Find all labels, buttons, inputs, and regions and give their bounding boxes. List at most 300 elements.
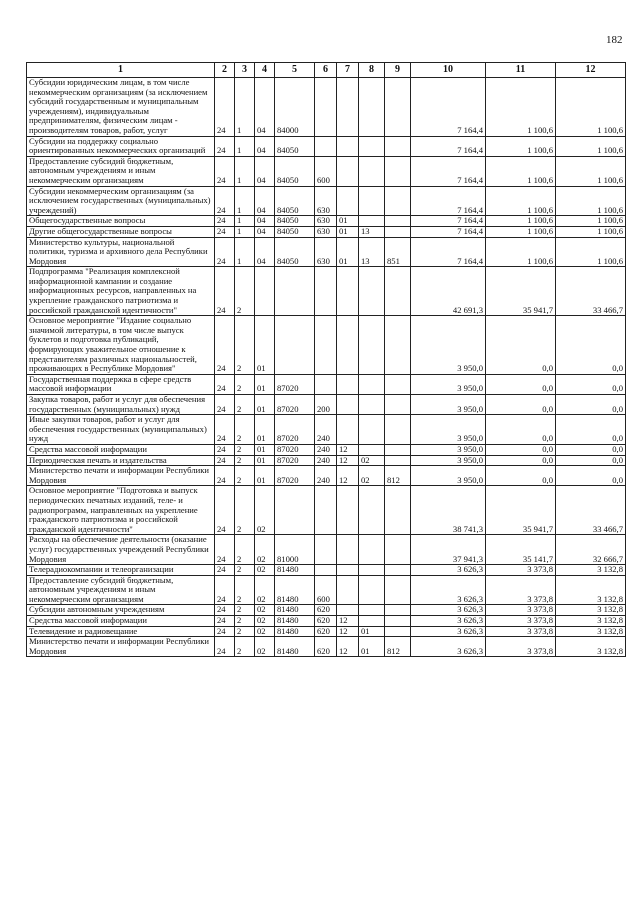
amount-cell: 35 941,7 xyxy=(486,486,556,535)
code-cell xyxy=(315,267,337,316)
amount-cell: 33 466,7 xyxy=(556,267,626,316)
amount-cell: 0,0 xyxy=(486,395,556,415)
amount-cell: 3 950,0 xyxy=(411,444,486,455)
code-cell xyxy=(385,455,411,466)
code-cell: 02 xyxy=(255,565,275,576)
header-row xyxy=(27,63,626,78)
code-cell xyxy=(315,374,337,394)
amount-cell: 3 626,3 xyxy=(411,637,486,657)
table-row xyxy=(27,535,626,565)
code-cell: 01 xyxy=(255,466,275,486)
code-cell: 81480 xyxy=(275,626,315,637)
code-cell xyxy=(359,575,385,605)
code-cell: 1 xyxy=(235,226,255,237)
amount-cell: 3 132,8 xyxy=(556,616,626,627)
code-cell xyxy=(359,415,385,445)
row-label: Государственная поддержка в сфере средств массовой информации xyxy=(27,374,215,394)
code-cell xyxy=(385,565,411,576)
code-cell: 2 xyxy=(235,455,255,466)
code-cell: 24 xyxy=(215,455,235,466)
row-label: Средства массовой информации xyxy=(27,616,215,627)
code-cell: 01 xyxy=(255,316,275,375)
table-row xyxy=(27,374,626,394)
code-cell: 24 xyxy=(215,226,235,237)
table-row xyxy=(27,415,626,445)
table-row xyxy=(27,78,626,137)
budget-table xyxy=(26,62,626,657)
code-cell xyxy=(359,605,385,616)
amount-cell: 3 950,0 xyxy=(411,466,486,486)
code-cell: 2 xyxy=(235,486,255,535)
code-cell xyxy=(359,136,385,156)
amount-cell: 7 164,4 xyxy=(411,156,486,186)
column-header: 11 xyxy=(486,63,556,78)
code-cell xyxy=(275,486,315,535)
code-cell: 2 xyxy=(235,605,255,616)
code-cell: 240 xyxy=(315,444,337,455)
code-cell: 01 xyxy=(337,216,359,227)
row-label: Иные закупки товаров, работ и услуг для обеспечения государственных (муниципальных) нужд xyxy=(27,415,215,445)
row-label: Основное мероприятие "Подготовка и выпуск периодических печатных изданий, теле- и радиопрограмм, направленных на укрепление гражданского патриотизма и российской гражданской идентичности" xyxy=(27,486,215,535)
code-cell xyxy=(337,395,359,415)
code-cell xyxy=(359,216,385,227)
table-row xyxy=(27,565,626,576)
code-cell: 02 xyxy=(255,616,275,627)
code-cell: 200 xyxy=(315,395,337,415)
code-cell: 1 xyxy=(235,186,255,216)
amount-cell: 0,0 xyxy=(556,316,626,375)
code-cell: 24 xyxy=(215,444,235,455)
amount-cell: 1 100,6 xyxy=(486,186,556,216)
code-cell: 630 xyxy=(315,186,337,216)
code-cell: 04 xyxy=(255,136,275,156)
code-cell xyxy=(255,267,275,316)
amount-cell: 35 141,7 xyxy=(486,535,556,565)
table-row xyxy=(27,605,626,616)
amount-cell: 0,0 xyxy=(556,444,626,455)
code-cell: 851 xyxy=(385,237,411,267)
amount-cell: 1 100,6 xyxy=(556,78,626,137)
amount-cell: 3 373,8 xyxy=(486,637,556,657)
amount-cell: 0,0 xyxy=(486,374,556,394)
code-cell: 24 xyxy=(215,395,235,415)
amount-cell: 3 132,8 xyxy=(556,565,626,576)
code-cell: 87020 xyxy=(275,455,315,466)
code-cell: 620 xyxy=(315,605,337,616)
code-cell: 2 xyxy=(235,575,255,605)
code-cell: 01 xyxy=(359,626,385,637)
page-number: 182 xyxy=(606,34,623,46)
code-cell xyxy=(385,136,411,156)
amount-cell: 7 164,4 xyxy=(411,186,486,216)
column-header: 4 xyxy=(255,63,275,78)
code-cell xyxy=(337,78,359,137)
code-cell: 1 xyxy=(235,78,255,137)
code-cell xyxy=(337,316,359,375)
code-cell: 24 xyxy=(215,136,235,156)
code-cell: 240 xyxy=(315,455,337,466)
code-cell: 02 xyxy=(255,486,275,535)
code-cell xyxy=(315,535,337,565)
code-cell: 12 xyxy=(337,626,359,637)
code-cell: 24 xyxy=(215,78,235,137)
code-cell xyxy=(359,186,385,216)
row-label: Субсидии автономным учреждениям xyxy=(27,605,215,616)
code-cell: 04 xyxy=(255,78,275,137)
code-cell xyxy=(385,216,411,227)
code-cell: 13 xyxy=(359,237,385,267)
code-cell xyxy=(315,486,337,535)
amount-cell: 1 100,6 xyxy=(556,136,626,156)
table-row xyxy=(27,466,626,486)
code-cell xyxy=(337,605,359,616)
code-cell: 24 xyxy=(215,216,235,227)
code-cell: 2 xyxy=(235,466,255,486)
row-label: Расходы на обеспечение деятельности (оказание услуг) государственных учреждений Республики Мордовия xyxy=(27,535,215,565)
amount-cell: 3 626,3 xyxy=(411,605,486,616)
code-cell xyxy=(359,565,385,576)
amount-cell: 1 100,6 xyxy=(486,226,556,237)
code-cell xyxy=(385,374,411,394)
code-cell: 84050 xyxy=(275,226,315,237)
code-cell: 01 xyxy=(337,226,359,237)
code-cell: 02 xyxy=(255,575,275,605)
table-row xyxy=(27,316,626,375)
amount-cell: 38 741,3 xyxy=(411,486,486,535)
code-cell xyxy=(359,78,385,137)
amount-cell: 0,0 xyxy=(556,374,626,394)
table-row xyxy=(27,156,626,186)
code-cell: 630 xyxy=(315,226,337,237)
code-cell xyxy=(275,267,315,316)
table-row xyxy=(27,486,626,535)
code-cell: 04 xyxy=(255,226,275,237)
code-cell xyxy=(337,486,359,535)
code-cell: 2 xyxy=(235,267,255,316)
amount-cell: 3 950,0 xyxy=(411,455,486,466)
code-cell: 812 xyxy=(385,466,411,486)
code-cell: 02 xyxy=(255,535,275,565)
amount-cell: 0,0 xyxy=(486,455,556,466)
code-cell xyxy=(385,444,411,455)
amount-cell: 3 132,8 xyxy=(556,637,626,657)
code-cell: 600 xyxy=(315,156,337,186)
amount-cell: 1 100,6 xyxy=(486,216,556,227)
amount-cell: 3 132,8 xyxy=(556,626,626,637)
column-header: 12 xyxy=(556,63,626,78)
table-row xyxy=(27,575,626,605)
code-cell: 02 xyxy=(359,466,385,486)
code-cell: 2 xyxy=(235,535,255,565)
row-label: Периодическая печать и издательства xyxy=(27,455,215,466)
code-cell: 84000 xyxy=(275,78,315,137)
amount-cell: 3 950,0 xyxy=(411,374,486,394)
code-cell: 630 xyxy=(315,216,337,227)
table-row xyxy=(27,216,626,227)
code-cell: 240 xyxy=(315,466,337,486)
code-cell: 620 xyxy=(315,616,337,627)
table-row xyxy=(27,626,626,637)
amount-cell: 3 373,8 xyxy=(486,565,556,576)
code-cell xyxy=(315,136,337,156)
code-cell: 01 xyxy=(337,237,359,267)
code-cell: 12 xyxy=(337,466,359,486)
amount-cell: 3 950,0 xyxy=(411,395,486,415)
code-cell xyxy=(337,535,359,565)
code-cell xyxy=(385,395,411,415)
code-cell: 12 xyxy=(337,616,359,627)
code-cell: 01 xyxy=(255,415,275,445)
code-cell: 87020 xyxy=(275,444,315,455)
code-cell: 04 xyxy=(255,186,275,216)
column-header: 6 xyxy=(315,63,337,78)
code-cell xyxy=(337,374,359,394)
amount-cell: 0,0 xyxy=(556,466,626,486)
row-label: Подпрограмма "Реализация комплексной информационной кампании и создание информационных ресурсов, направленных на укрепление гражданского патриотизма и российской гражданской идентичности" xyxy=(27,267,215,316)
code-cell: 02 xyxy=(255,626,275,637)
code-cell: 2 xyxy=(235,637,255,657)
code-cell: 87020 xyxy=(275,395,315,415)
code-cell: 812 xyxy=(385,637,411,657)
code-cell: 01 xyxy=(255,374,275,394)
amount-cell: 0,0 xyxy=(486,444,556,455)
code-cell: 2 xyxy=(235,415,255,445)
code-cell: 24 xyxy=(215,535,235,565)
amount-cell: 1 100,6 xyxy=(486,156,556,186)
row-label: Министерство культуры, национальной политики, туризма и архивного дела Республики Мордовия xyxy=(27,237,215,267)
code-cell: 24 xyxy=(215,316,235,375)
column-header: 8 xyxy=(359,63,385,78)
table-row xyxy=(27,395,626,415)
code-cell: 04 xyxy=(255,237,275,267)
amount-cell: 0,0 xyxy=(556,415,626,445)
table-row xyxy=(27,267,626,316)
code-cell xyxy=(337,136,359,156)
code-cell xyxy=(385,616,411,627)
code-cell: 81480 xyxy=(275,616,315,627)
code-cell: 84050 xyxy=(275,156,315,186)
code-cell xyxy=(385,535,411,565)
amount-cell: 42 691,3 xyxy=(411,267,486,316)
code-cell: 04 xyxy=(255,216,275,227)
amount-cell: 0,0 xyxy=(556,455,626,466)
code-cell xyxy=(385,226,411,237)
code-cell xyxy=(337,415,359,445)
code-cell: 02 xyxy=(255,605,275,616)
code-cell: 1 xyxy=(235,216,255,227)
amount-cell: 32 666,7 xyxy=(556,535,626,565)
code-cell xyxy=(385,605,411,616)
code-cell: 01 xyxy=(359,637,385,657)
amount-cell: 3 373,8 xyxy=(486,605,556,616)
code-cell: 24 xyxy=(215,616,235,627)
code-cell: 2 xyxy=(235,444,255,455)
table-row xyxy=(27,186,626,216)
amount-cell: 1 100,6 xyxy=(486,78,556,137)
code-cell: 2 xyxy=(235,374,255,394)
amount-cell: 7 164,4 xyxy=(411,136,486,156)
code-cell xyxy=(385,415,411,445)
column-header: 1 xyxy=(27,63,215,78)
code-cell: 84050 xyxy=(275,216,315,227)
code-cell xyxy=(385,626,411,637)
table-row xyxy=(27,226,626,237)
code-cell: 81480 xyxy=(275,637,315,657)
code-cell xyxy=(359,616,385,627)
amount-cell: 3 950,0 xyxy=(411,415,486,445)
table-body xyxy=(27,78,626,657)
amount-cell: 7 164,4 xyxy=(411,78,486,137)
amount-cell: 3 373,8 xyxy=(486,626,556,637)
code-cell: 24 xyxy=(215,186,235,216)
code-cell xyxy=(359,444,385,455)
code-cell: 81480 xyxy=(275,575,315,605)
table-row xyxy=(27,136,626,156)
code-cell: 620 xyxy=(315,637,337,657)
code-cell xyxy=(385,316,411,375)
code-cell xyxy=(385,186,411,216)
code-cell xyxy=(275,316,315,375)
code-cell: 84050 xyxy=(275,186,315,216)
code-cell: 81480 xyxy=(275,565,315,576)
code-cell: 24 xyxy=(215,605,235,616)
row-label: Общегосударственные вопросы xyxy=(27,216,215,227)
code-cell: 24 xyxy=(215,156,235,186)
amount-cell: 3 132,8 xyxy=(556,605,626,616)
table-row xyxy=(27,616,626,627)
code-cell xyxy=(337,186,359,216)
code-cell xyxy=(337,267,359,316)
code-cell: 2 xyxy=(235,626,255,637)
code-cell xyxy=(337,565,359,576)
code-cell xyxy=(337,156,359,186)
code-cell xyxy=(359,395,385,415)
code-cell: 01 xyxy=(255,455,275,466)
amount-cell: 0,0 xyxy=(486,415,556,445)
code-cell xyxy=(385,78,411,137)
code-cell: 24 xyxy=(215,267,235,316)
code-cell xyxy=(385,575,411,605)
code-cell: 12 xyxy=(337,637,359,657)
column-header: 9 xyxy=(385,63,411,78)
code-cell: 04 xyxy=(255,156,275,186)
row-label: Предоставление субсидий бюджетным, автономным учреждениям и иным некоммерческим организациям xyxy=(27,156,215,186)
amount-cell: 3 373,8 xyxy=(486,575,556,605)
row-label: Телевидение и радиовещание xyxy=(27,626,215,637)
code-cell: 24 xyxy=(215,486,235,535)
amount-cell: 1 100,6 xyxy=(556,156,626,186)
amount-cell: 3 626,3 xyxy=(411,626,486,637)
code-cell: 81480 xyxy=(275,605,315,616)
amount-cell: 35 941,7 xyxy=(486,267,556,316)
code-cell xyxy=(359,374,385,394)
code-cell: 12 xyxy=(337,455,359,466)
amount-cell: 7 164,4 xyxy=(411,237,486,267)
amount-cell: 3 373,8 xyxy=(486,616,556,627)
code-cell xyxy=(315,316,337,375)
code-cell: 87020 xyxy=(275,415,315,445)
code-cell: 01 xyxy=(255,444,275,455)
code-cell: 24 xyxy=(215,575,235,605)
column-header: 2 xyxy=(215,63,235,78)
amount-cell: 1 100,6 xyxy=(556,226,626,237)
code-cell: 24 xyxy=(215,466,235,486)
amount-cell: 1 100,6 xyxy=(486,136,556,156)
code-cell: 12 xyxy=(337,444,359,455)
code-cell: 81000 xyxy=(275,535,315,565)
amount-cell: 3 626,3 xyxy=(411,616,486,627)
code-cell xyxy=(385,486,411,535)
table-row xyxy=(27,237,626,267)
table-row xyxy=(27,455,626,466)
code-cell: 24 xyxy=(215,374,235,394)
code-cell xyxy=(315,565,337,576)
row-label: Министерство печати и информации Республики Мордовия xyxy=(27,637,215,657)
code-cell xyxy=(385,267,411,316)
code-cell: 84050 xyxy=(275,237,315,267)
amount-cell: 33 466,7 xyxy=(556,486,626,535)
amount-cell: 7 164,4 xyxy=(411,216,486,227)
code-cell: 600 xyxy=(315,575,337,605)
column-header: 5 xyxy=(275,63,315,78)
code-cell xyxy=(359,486,385,535)
column-header: 7 xyxy=(337,63,359,78)
code-cell xyxy=(359,156,385,186)
code-cell: 2 xyxy=(235,565,255,576)
code-cell: 2 xyxy=(235,395,255,415)
row-label: Субсидии юридическим лицам, в том числе некоммерческим организациям (за исключением субсидий государственным и муниципальным учреждениям), индивидуальным предпринимателям, физическим лицам - производителям товаров, работ, услуг xyxy=(27,78,215,137)
amount-cell: 3 626,3 xyxy=(411,575,486,605)
code-cell xyxy=(385,156,411,186)
code-cell: 24 xyxy=(215,415,235,445)
code-cell: 24 xyxy=(215,565,235,576)
code-cell: 84050 xyxy=(275,136,315,156)
code-cell: 87020 xyxy=(275,466,315,486)
code-cell: 01 xyxy=(255,395,275,415)
code-cell: 240 xyxy=(315,415,337,445)
amount-cell: 1 100,6 xyxy=(556,186,626,216)
code-cell: 1 xyxy=(235,237,255,267)
code-cell: 02 xyxy=(255,637,275,657)
row-label: Субсидии некоммерческим организациям (за исключением государственных (муниципальных) учреждений) xyxy=(27,186,215,216)
code-cell xyxy=(337,575,359,605)
row-label: Субсидии на поддержку социально ориентированных некоммерческих организаций xyxy=(27,136,215,156)
code-cell: 2 xyxy=(235,316,255,375)
amount-cell: 1 100,6 xyxy=(556,216,626,227)
code-cell xyxy=(359,316,385,375)
amount-cell: 3 626,3 xyxy=(411,565,486,576)
code-cell xyxy=(315,78,337,137)
code-cell xyxy=(359,267,385,316)
amount-cell: 0,0 xyxy=(486,466,556,486)
amount-cell: 3 132,8 xyxy=(556,575,626,605)
row-label: Основное мероприятие "Издание социально значимой литературы, в том числе выпуск буклетов и подготовка публикаций, формирующих уважительное отношение к представителям различных национальностей, проживающих в Республике Мордовия" xyxy=(27,316,215,375)
code-cell: 24 xyxy=(215,626,235,637)
table-row xyxy=(27,444,626,455)
amount-cell: 0,0 xyxy=(556,395,626,415)
code-cell: 630 xyxy=(315,237,337,267)
amount-cell: 1 100,6 xyxy=(486,237,556,267)
column-header: 3 xyxy=(235,63,255,78)
code-cell: 02 xyxy=(359,455,385,466)
amount-cell: 3 950,0 xyxy=(411,316,486,375)
row-label: Предоставление субсидий бюджетным, автономным учреждениям и иным некоммерческим организациям xyxy=(27,575,215,605)
amount-cell: 37 941,3 xyxy=(411,535,486,565)
row-label: Средства массовой информации xyxy=(27,444,215,455)
row-label: Другие общегосударственные вопросы xyxy=(27,226,215,237)
amount-cell: 1 100,6 xyxy=(556,237,626,267)
code-cell: 1 xyxy=(235,156,255,186)
